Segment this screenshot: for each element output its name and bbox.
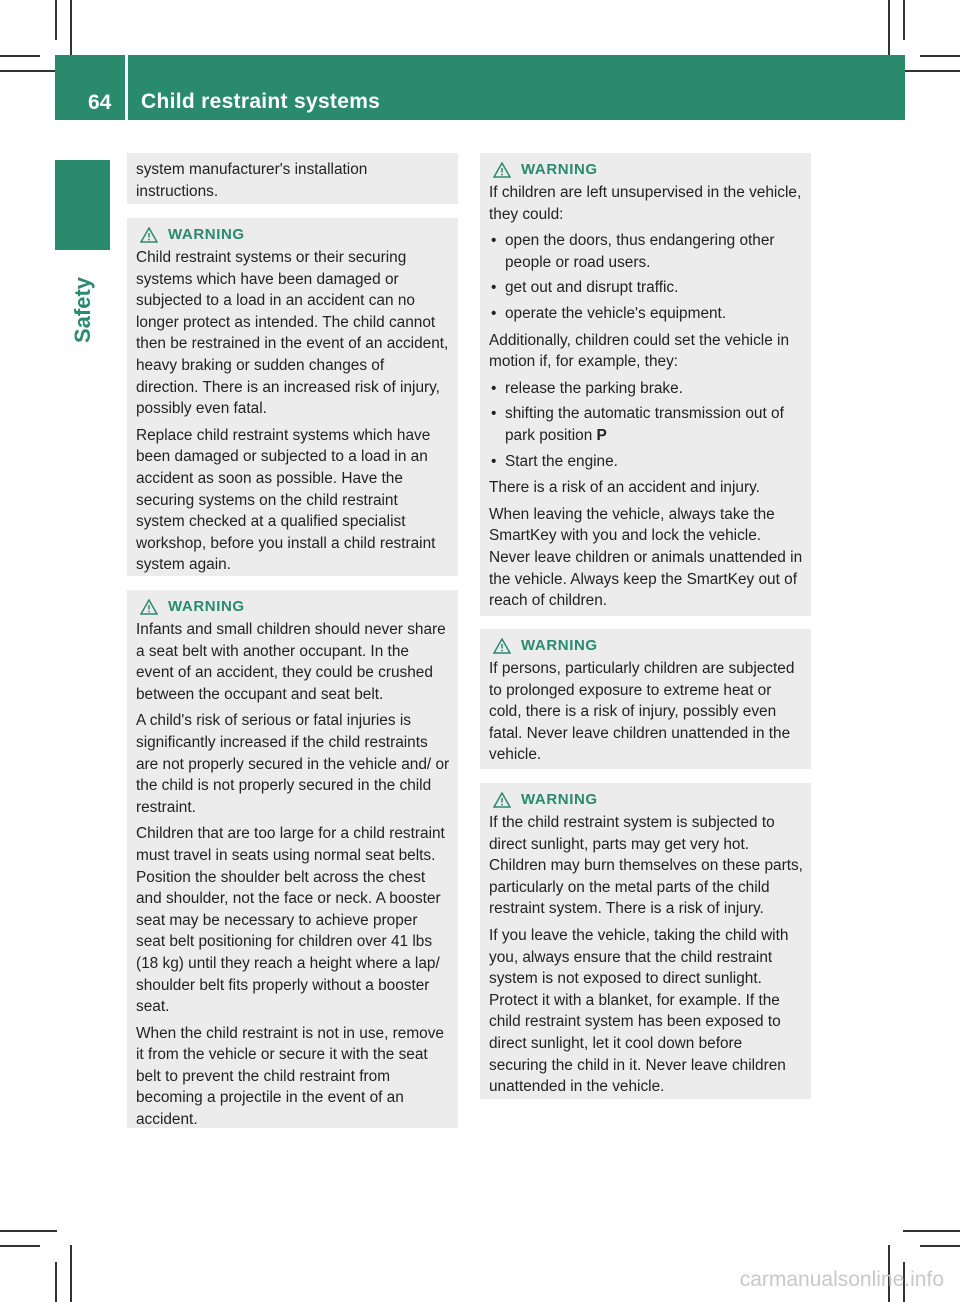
warning-box (480, 783, 811, 1099)
paragraph: Child restraint systems or their securing systems which have been damaged or subjected to a load in an accident can no longer protect as intended. The child cannot then be restrained in the event of an accident, heavy braking or sudden changes of direction. There is an increased risk of injury, possibly even fatal. (136, 249, 449, 418)
paragraph: When leaving the vehicle, always take the SmartKey with you and lock the vehicle. Never leave children or animals unattended in the vehicle. Always keep the SmartKey out of reach of children. (489, 505, 803, 610)
crop-mark (0, 55, 40, 57)
watermark: carmanualsonline.info (739, 1268, 944, 1291)
crop-mark (903, 70, 960, 72)
paragraph: If children are left unsupervised in the vehicle, they could: (489, 184, 802, 223)
paragraph: Additionally, children could set the vehicle in motion if, for example, they: (489, 331, 790, 371)
warning-label: WARNING (168, 598, 245, 615)
warning-triangle-icon (140, 599, 158, 615)
warning-box (127, 590, 458, 1128)
page-number: 64 (88, 91, 112, 114)
crop-mark (0, 1230, 57, 1232)
paragraph: If the child restraint system is subjected to direct sunlight, parts may get very hot. Children may burn themselves on these parts, particularly on the metal parts of the child restraint system. There is a risk of injury. (489, 814, 803, 918)
paragraph: There is a risk of an accident and injury. (489, 479, 760, 497)
crop-mark (920, 55, 960, 57)
warning-heading (136, 226, 450, 243)
warning-box (480, 153, 811, 616)
warning-label: WARNING (168, 226, 245, 243)
crop-mark (55, 0, 57, 40)
paragraph: If you leave the vehicle, taking the child with you, always ensure that the child restraint system is not exposed to direct sunlight. Protect it with a blanket, for example. If the child restraint system has been exposed to direct sunlight, let it cool down before securing the child in it. Never leave children unattended in the vehicle. (489, 926, 789, 1096)
list-item (489, 403, 803, 446)
warning-box (127, 218, 458, 576)
bullet-list (489, 378, 803, 472)
paragraph: system manufacturer's installation instructions. (136, 161, 368, 200)
crop-mark (903, 0, 905, 40)
page-title: Child restraint systems (141, 90, 381, 113)
crop-mark (0, 1245, 40, 1247)
list-item: • open the doors, thus endangering other people or road users. (489, 230, 803, 273)
paragraph: If persons, particularly children are subjected to prolonged exposure to extreme heat or cold, there is a risk of injury, possibly even fatal. Never leave children unattended in the vehicle. (489, 660, 795, 764)
warning-heading (489, 161, 803, 178)
header-divider (125, 55, 128, 120)
list-item: • operate the vehicle's equipment. (489, 303, 803, 325)
list-item: • release the parking brake. (489, 378, 803, 400)
section-tab (55, 160, 110, 250)
warning-triangle-icon (140, 227, 158, 243)
gear-letter: P (596, 426, 607, 444)
crop-mark (888, 0, 890, 57)
list-item: • Start the engine. (489, 451, 803, 473)
warning-heading (136, 598, 450, 615)
crop-mark (903, 1230, 960, 1232)
warning-heading (489, 791, 803, 808)
crop-mark (70, 0, 72, 57)
warning-triangle-icon (493, 638, 511, 654)
list-item: • get out and disrupt traffic. (489, 277, 803, 299)
list-item-text: shifting the automatic transmission out of park position (505, 405, 784, 444)
paragraph: Infants and small children should never share a seat belt with another occupant. In the event of an accident, they could be crushed between the occupant and seat belt. (136, 621, 446, 703)
warning-label: WARNING (521, 161, 598, 178)
warning-triangle-icon (493, 792, 511, 808)
crop-mark (920, 1245, 960, 1247)
warning-label: WARNING (521, 791, 598, 808)
warning-box (480, 629, 811, 769)
crop-mark (55, 1262, 57, 1302)
paragraph: Children that are too large for a child restraint must travel in seats using normal seat belts. Position the shoulder belt across the chest and shoulder, not the face or neck. A booster seat may be necessary to achieve proper seat belt positioning for children over 41 lbs (18 kg) until they reach a height where a lap/ shoulder belt fits properly without a booster seat. (136, 825, 445, 1016)
crop-mark (0, 70, 57, 72)
warning-label: WARNING (521, 637, 598, 654)
bullet-list (489, 230, 803, 324)
continuation-box (127, 153, 458, 204)
warning-heading (489, 637, 803, 654)
crop-mark (70, 1245, 72, 1302)
paragraph: When the child restraint is not in use, remove it from the vehicle or secure it with the seat belt to prevent the child restraint from becoming a projectile in the event of an accident. (136, 1024, 444, 1129)
paragraph: Replace child restraint systems which have been damaged or subjected to a load in an accident as soon as possible. Have the securing systems on the child restraint system checked at a qualified specialist workshop, before you install a child restraint system again. (136, 426, 436, 574)
warning-triangle-icon (493, 162, 511, 178)
section-tab-label: Safety (69, 276, 95, 344)
paragraph: A child's risk of serious or fatal injuries is significantly increased if the child restraints are not properly secured in the vehicle and/ or the child is not properly secured in the child restraint. (136, 712, 450, 816)
